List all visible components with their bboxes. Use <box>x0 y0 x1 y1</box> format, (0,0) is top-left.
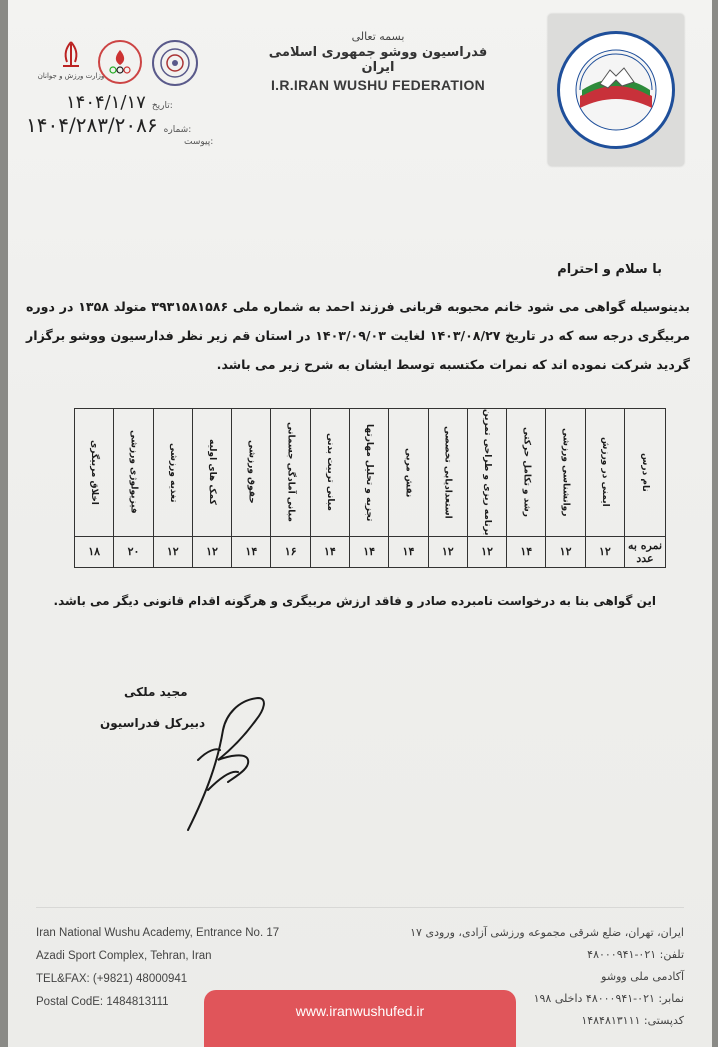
reference-block <box>26 92 226 147</box>
grade-row-label: نمره به عدد <box>625 536 666 567</box>
course-cell: مبانی آمادگی جسمانی <box>271 409 310 537</box>
wushu-federation-logo-icon <box>557 31 675 149</box>
attachment-label: پیوست: <box>184 137 214 147</box>
grade-cell: ۱۲ <box>428 536 467 567</box>
course-cell: اخلاق مربیگری <box>75 409 114 537</box>
grades-row <box>75 536 666 567</box>
course-cell: استعدادیابی تخصصی <box>428 409 467 537</box>
grade-cell: ۱۲ <box>153 536 192 567</box>
course-cell: ایمنی در ورزش <box>585 409 624 537</box>
grade-cell: ۱۲ <box>467 536 506 567</box>
certificate-paragraph: بدینوسیله گواهی می شود خانم محبوبه قربانی فرزند احمد به شماره ملی ۳۹۳۱۵۸۱۵۸۶ متولد ۱۳۵۸ در دوره مربیگری درجه سه که در تاریخ ۱۴۰۳/۰۸/۲۷ لغایت ۱۴۰۳/۰۹/۰۳ در استان قم زیر نظر فدارسیون ووشو برگزار گردید شرکت نموده اند که نمرات مکتسبه توسط ایشان به شرح زیر می باشد. <box>26 299 690 372</box>
footer-fa-line: ایران، تهران، ضلع شرقی مجموعه ورزشی آزادی، ورودی ۱۷ <box>410 926 684 939</box>
website-link[interactable]: www.iranwushufed.ir <box>295 1003 425 1019</box>
footer-en-line: TEL&FAX: (+9821) 48000941 <box>36 973 188 985</box>
salutation: با سلام و احترام <box>557 262 662 277</box>
grade-cell: ۱۴ <box>350 536 389 567</box>
ministry-caption: وزارت ورزش و جوانان <box>37 72 105 80</box>
grade-cell: ۱۲ <box>546 536 585 567</box>
footer-fa-line: نمابر: ۰۲۱-۴۸۰۰۰۹۴۱ داخلی ۱۹۸ <box>533 992 684 1005</box>
course-cell: کمک های اولیه <box>192 409 231 537</box>
grade-cell: ۱۸ <box>75 536 114 567</box>
federation-seal-icon <box>152 40 198 86</box>
org-name-fa: فدراسیون ووشو جمهوری اسلامی ایران <box>268 45 488 75</box>
org-name-en: I.R.IRAN WUSHU FEDERATION <box>270 77 486 93</box>
course-cell: روانشناسی ورزشی <box>546 409 585 537</box>
course-names-row <box>75 409 666 537</box>
grade-cell: ۱۶ <box>271 536 310 567</box>
letter-number: ۱۴۰۴/۲۸۳/۲۰۸۶ <box>26 113 158 137</box>
letter-date: ۱۴۰۴/۱/۱۷ <box>66 92 146 113</box>
footer-fa-line: تلفن: ۰۲۱-۴۸۰۰۰۹۴۱ <box>587 948 684 961</box>
footer-divider <box>36 907 684 908</box>
olympic-committee-icon <box>98 40 142 84</box>
basmala: بسمه تعالی <box>351 30 405 43</box>
grade-cell: ۱۴ <box>310 536 349 567</box>
course-cell: تجزیه و تحلیل مهارتها <box>350 409 389 537</box>
course-cell: تغذیه ورزشی <box>153 409 192 537</box>
course-cell: رشد و تکامل حرکتی <box>507 409 546 537</box>
course-cell: نقش مربی <box>389 409 428 537</box>
footer-en-line: Iran National Wushu Academy, Entrance No. 17 <box>36 927 280 939</box>
header-logos <box>37 40 198 92</box>
grade-cell: ۲۰ <box>114 536 153 567</box>
footer-fa-line: کدپستی: ۱۴۸۴۸۱۳۱۱۱ <box>581 1014 684 1027</box>
course-header-cell: نام درس <box>625 409 666 537</box>
footer-fa-line: آکادمی ملی ووشو <box>601 970 684 983</box>
signer-name: مجید ملکی <box>124 685 188 699</box>
course-cell: مبانی تربیت بدنی <box>310 409 349 537</box>
date-label: تاریخ: <box>151 101 173 111</box>
footer-en-line: Postal CodE: 1484813111 <box>36 996 169 1008</box>
footer-en-line: Azadi Sport Complex, Tehran, Iran <box>36 950 212 962</box>
letter-page <box>8 0 712 1047</box>
website-banner <box>204 990 516 1047</box>
grade-cell: ۱۴ <box>507 536 546 567</box>
ministry-emblem-icon <box>37 40 105 92</box>
letterhead <box>258 30 498 93</box>
course-cell: فیزیولوژی ورزشی <box>114 409 153 537</box>
course-cell: برنامه ریزی و طراحی تمرین <box>467 409 506 537</box>
number-label: شماره: <box>163 125 192 135</box>
grade-cell: ۱۲ <box>192 536 231 567</box>
disclaimer-note: این گواهی بنا به درخواست نامبرده صادر و فاقد ارزش مربیگری و هرگونه اقدام قانونی دیگر می باشد. <box>53 594 656 608</box>
grades-table <box>74 408 666 568</box>
grade-cell: ۱۴ <box>232 536 271 567</box>
federation-logo-badge <box>548 14 684 166</box>
grade-cell: ۱۴ <box>389 536 428 567</box>
grade-cell: ۱۲ <box>585 536 624 567</box>
handwritten-signature <box>168 690 278 844</box>
course-cell: حقوق ورزشی <box>232 409 271 537</box>
signer-title: دبیرکل فدراسیون <box>100 716 206 730</box>
